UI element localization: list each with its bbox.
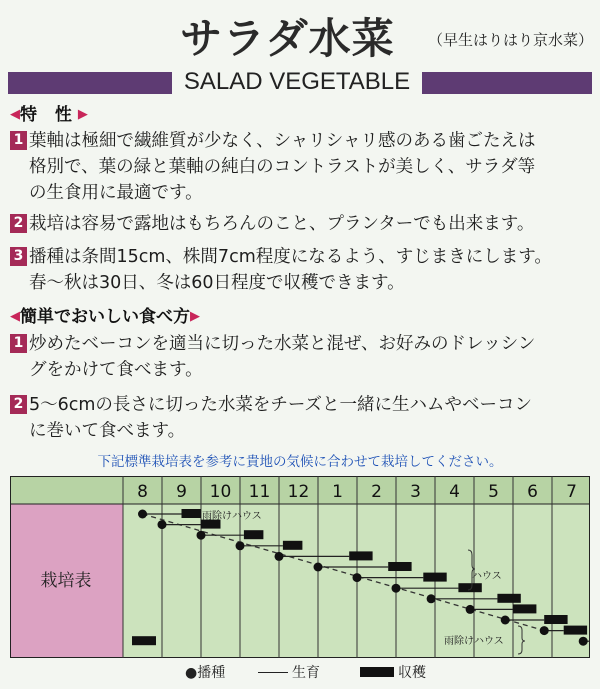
month-label: 6 xyxy=(527,482,538,502)
harvest-bar xyxy=(564,626,587,635)
month-label: 3 xyxy=(410,482,421,502)
feature-item-3 xyxy=(10,244,595,296)
harvest-bar xyxy=(458,583,481,592)
page-title: サラダ水菜 xyxy=(180,14,395,63)
item-number-badge: 2 xyxy=(10,214,27,233)
harvest-bar xyxy=(283,541,303,550)
line-swatch-icon xyxy=(258,672,288,673)
feature-item-2 xyxy=(10,211,595,237)
sowing-dot xyxy=(501,616,510,625)
month-label: 7 xyxy=(566,482,577,502)
english-title: SALAD VEGETABLE xyxy=(172,66,422,98)
page-subtitle: （早生はりはり京水菜） xyxy=(428,31,594,49)
sowing-dot xyxy=(466,605,475,614)
harvest-bar xyxy=(182,509,202,518)
recipe-item-1 xyxy=(10,331,595,383)
item-line: 春～秋は30日、冬は60日程度で収穫できます。 xyxy=(29,273,405,293)
item-line: グをかけて食べます。 xyxy=(29,360,203,380)
month-label: 9 xyxy=(176,482,187,502)
month-label: 10 xyxy=(209,482,232,502)
legend-harvest: 収穫 xyxy=(360,662,426,682)
feature-item-1 xyxy=(10,128,595,206)
month-label: 1 xyxy=(332,482,343,502)
harvest-bar xyxy=(132,636,156,645)
cultivation-note: 下記標準栽培表を参考に貴地の気候に合わせて栽培してください。 xyxy=(97,454,503,470)
item-line: に巻いて食べます。 xyxy=(29,421,186,441)
triangle-left-icon: ◀ xyxy=(10,309,20,324)
item-line: の生食用に最適です。 xyxy=(29,183,203,203)
item-line: 炒めたベーコンを適当に切った水菜と混ぜ、お好みのドレッシン xyxy=(29,334,536,354)
sowing-dot xyxy=(197,531,206,540)
recipes-heading: ◀簡単でおいしい食べ方▶ xyxy=(10,307,200,327)
sowing-dot xyxy=(236,541,245,550)
harvest-bar xyxy=(244,530,264,539)
annotation-house: ハウス xyxy=(472,571,502,582)
legend-grow: 生育 xyxy=(258,662,320,682)
recipe-item-2 xyxy=(10,392,595,444)
item-line: 播種は条間15cm、株間7cm程度になるよう、すじまきにします。 xyxy=(29,247,552,267)
sowing-dot xyxy=(579,637,588,646)
triangle-left-icon: ◀ xyxy=(10,107,20,122)
chart-legend xyxy=(0,660,600,684)
item-line: 栽培は容易で露地はもちろんのこと、プランターでも出来ます。 xyxy=(29,214,535,234)
harvest-bar xyxy=(388,562,411,571)
harvest-bar xyxy=(544,615,567,624)
sowing-dot xyxy=(392,584,401,593)
annotation-rain-shelter-bottom: 雨除けハウス xyxy=(444,636,504,647)
harvest-bar xyxy=(349,551,372,560)
triangle-right-icon: ▶ xyxy=(77,107,88,122)
bar-swatch-icon xyxy=(360,667,394,677)
item-number-badge: 2 xyxy=(10,395,27,414)
cultivation-calendar-chart xyxy=(10,476,590,658)
chart-row-label: 栽培表 xyxy=(40,571,92,591)
item-number-badge: 1 xyxy=(10,334,27,353)
item-line: 5～6cmの長さに切った水菜をチーズと一緒に生ハムやベーコン xyxy=(29,395,533,415)
item-number-badge: 1 xyxy=(10,131,27,150)
annotation-rain-shelter-top: 雨除けハウス xyxy=(202,511,262,522)
features-heading: ◀特 性▶ xyxy=(10,105,88,125)
sowing-dot xyxy=(138,510,147,519)
month-label: 2 xyxy=(371,482,382,502)
sowing-dot xyxy=(540,626,549,635)
month-label: 4 xyxy=(449,482,460,502)
item-number-badge: 3 xyxy=(10,247,27,266)
month-label: 11 xyxy=(248,482,271,502)
harvest-bar xyxy=(497,594,520,603)
sowing-dot xyxy=(314,563,323,572)
harvest-bar xyxy=(513,604,536,613)
harvest-bar xyxy=(423,573,446,582)
item-line: 格別で、葉の緑と葉軸の純白のコントラストが美しく、サラダ等 xyxy=(29,157,536,177)
legend-sow: ●播種 xyxy=(185,665,226,681)
month-label: 8 xyxy=(137,482,148,502)
sowing-dot xyxy=(158,520,167,529)
triangle-right-icon: ▶ xyxy=(190,309,200,324)
month-label: 12 xyxy=(287,482,310,502)
item-line: 葉軸は極細で繊維質が少なく、シャリシャリ感のある歯ごたえは xyxy=(29,131,536,151)
sowing-dot xyxy=(427,594,436,603)
sowing-dot xyxy=(275,552,284,561)
month-label: 5 xyxy=(488,482,499,502)
sowing-dot xyxy=(353,573,362,582)
